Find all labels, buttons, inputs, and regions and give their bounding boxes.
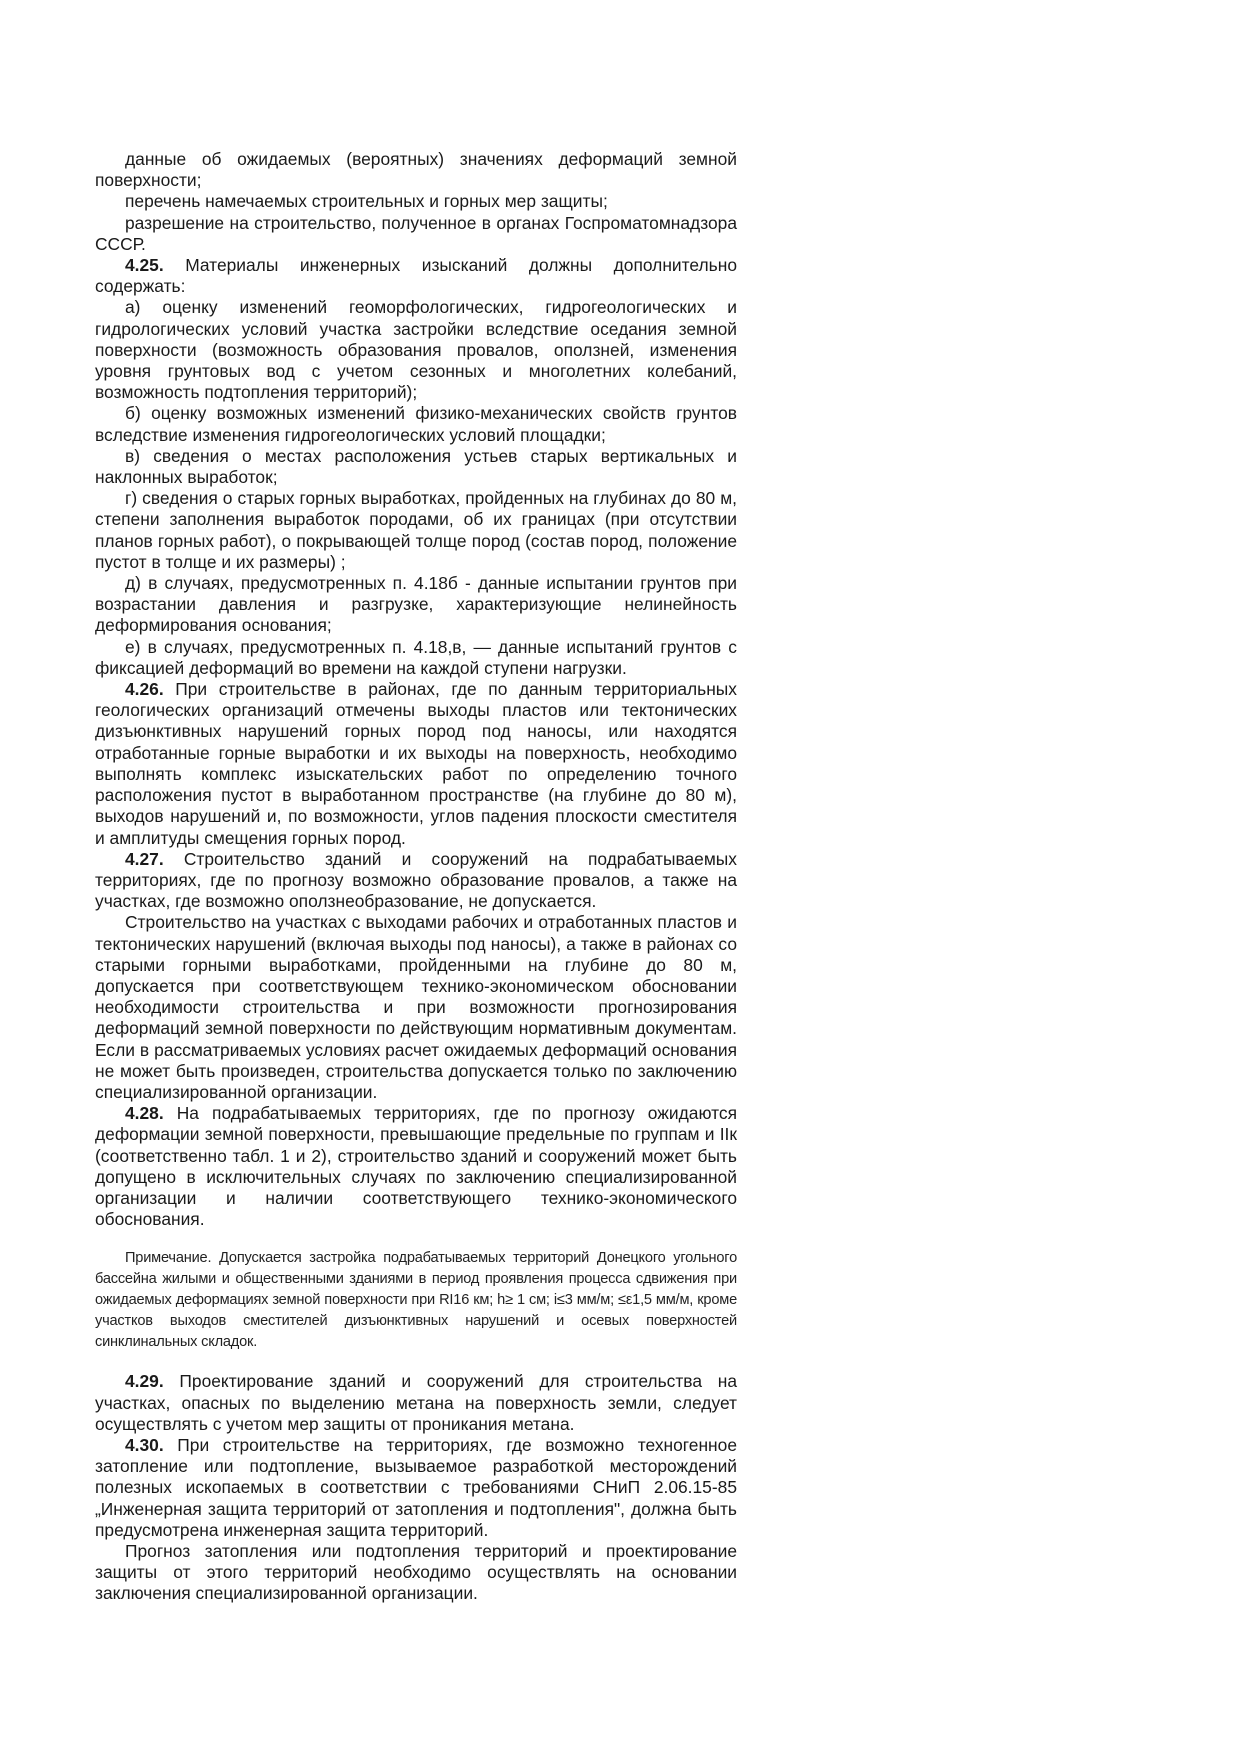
paragraph-text: в) сведения о местах расположения устьев старых вертикальных и наклонных выработок; [95,445,737,488]
paragraph-text: На подрабатываемых территориях, где по прогнозу ожидаются деформации земной поверхности, превышающие предельные по группам и IIк (соответственно табл. 1 и 2), строительство зданий и сооружений может быть допущено в исключительных случаях по заключению специализированной организации и наличии соответствующего технико-экономического обоснования. [95,1103,737,1230]
paragraph-text: д) в случаях, предусмотренных п. 4.18б - данные испытании грунтов при возрастании давления и разгрузке, характеризующие нелинейность деформирования основания; [95,573,737,636]
paragraph-text: б) оценку возможных изменений физико-механических свойств грунтов вследствие изменения гидрогеологических условий площадки; [95,403,737,445]
paragraph-text: а) оценку изменений геоморфологических, гидрогеологических и гидрологических условий участка застройки вследствие оседания земной поверхности (возможность образования провалов, оползней, изменения уровня грунтовых вод с учетом сезонных и многолетних колебаний, возможность подтопления территорий); [95,297,737,403]
paragraph [95,1435,737,1541]
paragraph [95,191,737,212]
paragraph-text: Прогноз затопления или подтопления территорий и проектирование защиты от этого территорий необходимо осуществлять на основании заключения специализированной организации. [95,1540,737,1604]
paragraph [95,849,737,913]
paragraph [95,446,737,488]
document-body [95,149,737,1605]
paragraph [95,297,737,403]
paragraph-text: данные об ожидаемых (вероятных) значениях деформаций земной поверхности; [95,149,737,191]
paragraph [95,1103,737,1230]
paragraph-text: При строительстве в районах, где по данным территориальных геологических организаций отмечены выходы пластов или тектонических дизъюнктивных нарушений горных пород под наносы, или находятся отработанные горные выработки и их выходы на поверхность, необходимо выполнять комплекс изыскательских работ по определению точного расположения пустот в выработанном пространстве (на глубине до 80 м), выходов нарушений и, по возможности, углов падения плоскости сместителя и амплитуды смещения горных пород. [95,679,737,848]
section-number: 4.25. [125,255,164,276]
paragraph-text: перечень намечаемых строительных и горных мер защиты; [125,191,608,212]
section-number: 4.26. [125,679,164,700]
paragraph-text: е) в случаях, предусмотренных п. 4.18,в, — данные испытаний грунтов с фиксацией деформаций во времени на каждой ступени нагрузки. [95,636,737,678]
paragraphs-before-note [95,149,737,1230]
paragraph [95,403,737,445]
paragraph [95,149,737,191]
paragraph [95,1541,737,1605]
paragraph-text: Материалы инженерных изысканий должны дополнительно содержать: [95,255,737,297]
section-number: 4.28. [125,1103,164,1124]
paragraph [95,213,737,255]
paragraphs-after-note [95,1371,737,1604]
section-number: 4.27. [125,848,164,869]
paragraph-text: г) сведения о старых горных выработках, пройденных на глубинах до 80 м, степени заполнения выработок породами, об их границах (при отсутствии планов горных работ), о покрывающей толще пород (состав пород, положение пустот в толще и их размеры) ; [95,488,737,572]
paragraph [95,637,737,679]
paragraph [95,255,737,297]
paragraph [95,679,737,849]
section-number: 4.29. [125,1371,164,1392]
paragraph [95,912,737,1103]
paragraph-text: Строительство зданий и сооружений на подрабатываемых территориях, где по прогнозу возможно образование провалов, а также на участках, где возможно оползнеобразование, не допускается. [95,848,737,912]
paragraph [95,488,737,573]
section-number: 4.30. [125,1434,164,1455]
paragraph-text: Строительство на участках с выходами рабочих и отработанных пластов и тектонических нарушений (включая выходы под наносы), а также в районах со старыми горными выработками, пройденными на глубине до 80 м, допускается при соответствующем технико-экономическом обосновании необходимости строительства и при возможности прогнозирования деформаций земной поверхности по действующим нормативным документам. Если в рассматриваемых условиях расчет ожидаемых деформаций основания не может быть произведен, строительства допускается только по заключению специализированной организации. [95,912,737,1102]
paragraph [95,573,737,637]
note-paragraph: Примечание. Допускается застройка подрабатываемых территорий Донецкого угольного бассейна жилыми и общественными зданиями в период проявления процесса сдвижения при ожидаемых деформациях земной поверхности при RI16 км; h≥ 1 см; i≤3 мм/м; ≤ε1,5 мм/м, кроме участков выходов сместителей дизъюнктивных нарушений и осевых поверхностей синклинальных складок. [95,1250,737,1350]
paragraph-text: Проектирование зданий и сооружений для строительства на участках, опасных по выделению метана на поверхность земли, следует осуществлять с учетом мер защиты от проникания метана. [95,1371,737,1434]
paragraph-text: разрешение на строительство, полученное в органах Госпроматомнадзора СССР. [95,212,737,254]
paragraph [95,1371,737,1435]
paragraph-text: При строительстве на территориях, где возможно техногенное затопление или подтопление, вызываемое разработкой месторождений полезных ископаемых в соответствии с требованиями СНиП 2.06.15-85 „Инженерная защита территорий от затопления и подтопления", должна быть предусмотрена инженерная защита территорий. [95,1434,737,1540]
